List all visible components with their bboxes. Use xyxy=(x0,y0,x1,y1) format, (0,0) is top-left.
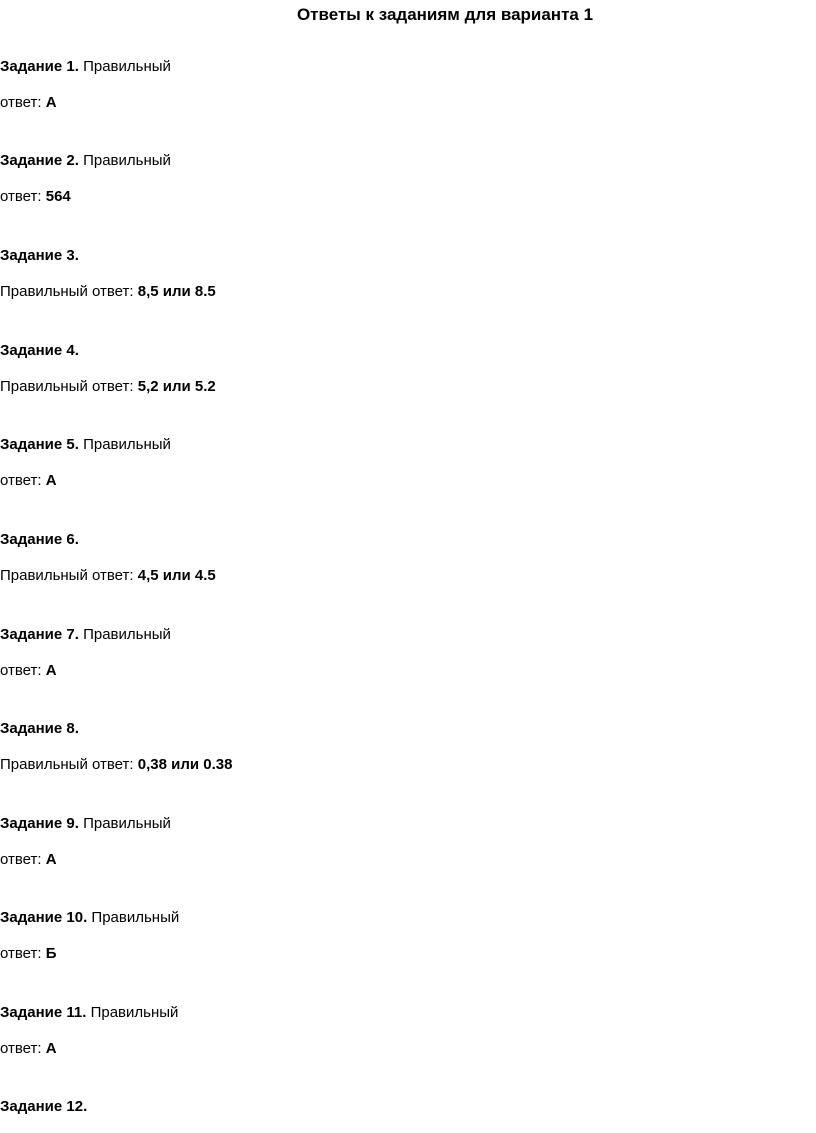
task-answer-line xyxy=(0,1039,57,1059)
answer-prefix: ответ: xyxy=(0,662,46,679)
task-answer-line xyxy=(0,471,57,491)
task-answer-line xyxy=(0,661,57,681)
answer-value: 4,5 или 4.5 xyxy=(137,567,216,584)
task-answer-line xyxy=(0,377,216,397)
task-heading xyxy=(0,151,171,171)
task-answer-line xyxy=(0,566,216,586)
task-heading xyxy=(0,1003,178,1023)
task-heading-text: Правильный xyxy=(78,152,171,169)
task-answer-line xyxy=(0,944,57,964)
task-label: Задание 4. xyxy=(0,342,79,359)
task-heading-text: Правильный xyxy=(78,626,171,643)
answer-prefix: Правильный ответ: xyxy=(0,378,138,395)
task-heading xyxy=(0,57,171,77)
task-answer-line xyxy=(0,755,232,775)
answer-value: А xyxy=(45,472,57,489)
answer-value: А xyxy=(45,1040,57,1057)
task-heading-text: Правильный xyxy=(87,909,180,926)
answer-prefix: ответ: xyxy=(0,188,46,205)
task-heading xyxy=(0,814,171,834)
task-label: Задание 10. xyxy=(0,909,88,926)
answer-prefix: ответ: xyxy=(0,851,46,868)
task-heading xyxy=(0,625,171,645)
task-label: Задание 8. xyxy=(0,720,79,737)
answer-prefix: ответ: xyxy=(0,472,46,489)
answer-value: 5,2 или 5.2 xyxy=(137,378,216,395)
answer-value: 0,38 или 0.38 xyxy=(137,756,233,773)
answer-value: А xyxy=(45,662,57,679)
task-heading-text: Правильный xyxy=(78,436,171,453)
task-heading xyxy=(0,1097,87,1117)
task-heading-text: Правильный xyxy=(78,58,171,75)
task-label: Задание 5. xyxy=(0,436,79,453)
answer-value: 564 xyxy=(45,188,71,205)
task-heading xyxy=(0,246,79,266)
task-label: Задание 9. xyxy=(0,815,79,832)
task-answer-line xyxy=(0,187,71,207)
answer-value: А xyxy=(45,94,57,111)
task-heading-text: Правильный xyxy=(86,1004,179,1021)
task-answer-line xyxy=(0,850,57,870)
task-label: Задание 11. xyxy=(0,1004,87,1021)
task-heading-text: Правильный xyxy=(78,815,171,832)
task-label: Задание 2. xyxy=(0,152,79,169)
task-heading xyxy=(0,719,79,739)
task-heading xyxy=(0,435,171,455)
answer-value: Б xyxy=(45,945,57,962)
task-answer-line xyxy=(0,282,216,302)
answer-prefix: ответ: xyxy=(0,1040,46,1057)
answer-prefix: Правильный ответ: xyxy=(0,756,138,773)
page-title: Ответы к заданиям для варианта 1 xyxy=(296,5,594,24)
answer-prefix: Правильный ответ: xyxy=(0,283,138,300)
task-label: Задание 3. xyxy=(0,247,79,264)
answer-value: 8,5 или 8.5 xyxy=(137,283,216,300)
task-heading xyxy=(0,341,79,361)
answer-prefix: Правильный ответ: xyxy=(0,567,138,584)
answer-value: А xyxy=(45,851,57,868)
answer-prefix: ответ: xyxy=(0,94,46,111)
task-label: Задание 1. xyxy=(0,58,79,75)
task-answer-line xyxy=(0,93,57,113)
task-label: Задание 12. xyxy=(0,1098,88,1115)
task-heading xyxy=(0,530,79,550)
task-heading xyxy=(0,908,179,928)
task-label: Задание 7. xyxy=(0,626,79,643)
answer-prefix: ответ: xyxy=(0,945,46,962)
task-label: Задание 6. xyxy=(0,531,79,548)
